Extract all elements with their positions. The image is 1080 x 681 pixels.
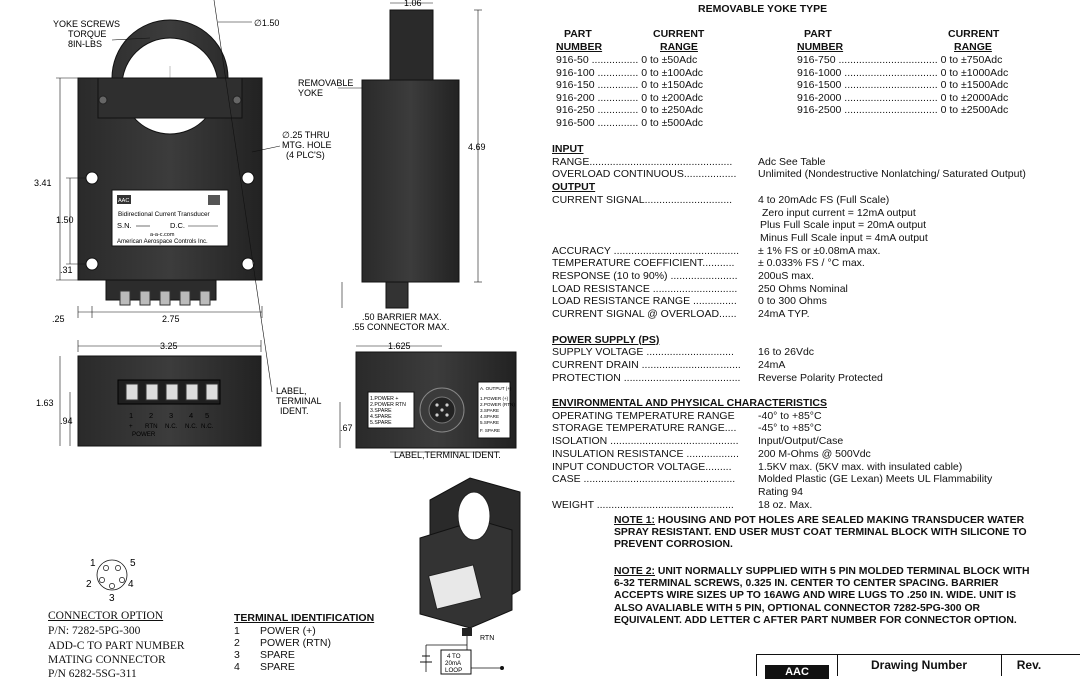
- svg-text:1: 1: [90, 558, 96, 569]
- spec-label: ISOLATION ............................................: [552, 435, 739, 448]
- spec-label: INPUT CONDUCTOR VOLTAGE.........: [552, 460, 732, 473]
- svg-text:+: +: [129, 423, 133, 430]
- spec-value: Input/Output/Case: [758, 435, 844, 448]
- list-item: 916-50 ................ 0 to ±50Adc: [556, 54, 698, 66]
- spec-label: INSULATION RESISTANCE ..................: [552, 447, 739, 460]
- col-part-1: PART: [564, 28, 592, 40]
- loop-label-1: 4 TO: [447, 653, 461, 660]
- input-header: INPUT: [552, 143, 584, 155]
- spec-label: CASE ....................................................: [552, 473, 736, 486]
- list-item: 916-1000 ................................ 0 to ±1000Adc: [797, 66, 1009, 79]
- svg-text:1.POWER +: 1.POWER +: [370, 396, 399, 402]
- output-header: OUTPUT: [552, 181, 596, 194]
- dim-94: .94: [60, 416, 73, 426]
- spec-label: TEMPERATURE COEFFICIENT...........: [552, 257, 735, 270]
- spec-value: 250 Ohms Nominal: [758, 282, 848, 295]
- spec-label: CURRENT SIGNAL..............................: [552, 193, 733, 206]
- svg-text:A. OUTPUT (+): A. OUTPUT (+): [480, 386, 512, 391]
- col-part-1-right: PART: [804, 28, 832, 40]
- table-row: 4: [234, 661, 240, 673]
- dim-325: 3.25: [160, 341, 178, 351]
- env-header: ENVIRONMENTAL AND PHYSICAL CHARACTERISTICS: [552, 397, 827, 409]
- note-2: NOTE 2: UNIT NORMALLY SUPPLIED WITH 5 PIN MOLDED TERMINAL BLOCK WITH 6-32 TERMINAL SCREWS, 0.325 IN. CENTER TO CENTER SPACING. BARRIER ACCEPTS WIRE SIZES UP TO 16AWG AND WIRE LUGS TO .250 IN. WIDE. UNIT IS ALSO AVALIABLE WITH 5 PIN, OPTIONAL CONNECTOR 7282-5PG-300 OR EQUIVALENT. ADD LETTER C AFTER PART NUMBER FOR CONNECTOR OPTION.: [614, 566, 1030, 626]
- spec-label: LOAD RESISTANCE RANGE ...............: [552, 295, 737, 308]
- col-current-2-right: RANGE: [954, 41, 992, 53]
- svg-text:5: 5: [130, 558, 136, 569]
- dim-1625: 1.625: [388, 341, 411, 351]
- spec-value: Reverse Polarity Protected: [758, 371, 883, 384]
- ps-header: POWER SUPPLY (PS): [552, 333, 660, 346]
- thru-hole-3: (4 PLC'S): [286, 150, 325, 160]
- label-product-title: Bidirectional Current Transducer: [118, 211, 210, 218]
- col-current-2: RANGE: [660, 41, 698, 53]
- svg-text:N.C.: N.C.: [185, 423, 198, 430]
- thru-hole-1: ∅.25 THRU: [282, 130, 330, 140]
- svg-text:4: 4: [128, 579, 134, 590]
- col-current-1: CURRENT: [653, 28, 705, 40]
- list-item: 916-250 .............. 0 to ±250Adc: [556, 104, 704, 117]
- pin-numbers: [86, 558, 136, 604]
- table-row-name: SPARE: [260, 649, 295, 661]
- mating-connector: MATING CONNECTOR: [48, 654, 166, 666]
- dim-25: .25: [52, 314, 65, 324]
- table-row: 1: [234, 625, 240, 637]
- svg-text:5: 5: [205, 411, 210, 420]
- list-item: 916-500 .............. 0 to ±500Adc: [556, 117, 704, 129]
- list-item: 916-100 .............. 0 to ±100Adc: [556, 66, 704, 79]
- col-part-2: NUMBER: [556, 41, 603, 53]
- loop-label-3: LOOP: [445, 667, 463, 674]
- spec-value: Unlimited (Nondestructive Nonlatching/ Saturated Output): [758, 168, 1026, 181]
- spec-label: OVERLOAD CONTINUOUS..................: [552, 168, 737, 181]
- spec-label: ACCURACY ...........................................: [552, 244, 740, 257]
- list-item: 916-750 .................................. 0 to ±750Adc: [797, 54, 1003, 66]
- svg-text:N.C.: N.C.: [201, 423, 214, 430]
- svg-text:3.SPARE: 3.SPARE: [480, 408, 500, 413]
- svg-text:3: 3: [169, 411, 174, 420]
- power-label: POWER: [132, 431, 156, 438]
- connector-option-title: CONNECTOR OPTION: [48, 610, 164, 622]
- spec-label: STORAGE TEMPERATURE RANGE....: [552, 422, 737, 435]
- spec-value: Molded Plastic (GE Lexan) Meets UL Flammability: [758, 473, 993, 486]
- spec-label: OPERATING TEMPERATURE RANGE: [552, 409, 735, 422]
- spec-value: Minus Full Scale input = 4mA output: [760, 231, 928, 244]
- side-view: [362, 10, 459, 308]
- label-callout-2: TERMINAL: [276, 396, 322, 406]
- svg-text:RTN: RTN: [145, 423, 158, 430]
- spec-label: WEIGHT ...............................................: [552, 498, 734, 511]
- specifications: [552, 143, 1052, 515]
- table-row-name: POWER (RTN): [260, 637, 331, 649]
- thru-hole-2: MTG. HOLE: [282, 140, 332, 150]
- svg-text:4.SPARE: 4.SPARE: [370, 414, 392, 420]
- front-view: [78, 20, 262, 305]
- rev-label: Rev.: [1016, 658, 1042, 672]
- svg-text:5.SPARE: 5.SPARE: [370, 420, 392, 426]
- svg-text:1: 1: [129, 411, 134, 420]
- svg-text:1.POWER (+): 1.POWER (+): [480, 396, 509, 401]
- col-part-2-right: NUMBER: [797, 41, 844, 53]
- spec-value: 24mA TYP.: [758, 308, 810, 321]
- section-title: REMOVABLE YOKE TYPE: [698, 3, 828, 15]
- list-item: 916-200 .............. 0 to ±200Adc: [556, 91, 704, 104]
- label-callout-1: LABEL,: [276, 386, 307, 396]
- table-row-name: SPARE: [260, 661, 295, 673]
- dim-150: 1.50: [56, 215, 74, 225]
- diameter-150: ∅1.50: [254, 18, 280, 28]
- spec-value: -40° to +85°C: [758, 409, 822, 422]
- bottom-view: [78, 356, 261, 446]
- list-item: 916-1500 ................................ 0 to ±1500Adc: [797, 79, 1009, 92]
- svg-text:2: 2: [86, 579, 92, 590]
- dim-469: 4.69: [468, 142, 486, 152]
- spec-value: 18 oz. Max.: [758, 498, 813, 511]
- svg-text:2: 2: [149, 411, 154, 420]
- list-item: 916-150 .............. 0 to ±150Adc: [556, 79, 704, 92]
- iso-render: [420, 478, 520, 674]
- mating-connector-pn: P/N 6282-5SG-311: [48, 668, 137, 680]
- dim-67: .67: [340, 423, 353, 433]
- spec-value: ± 0.033% FS / °C max.: [758, 257, 865, 270]
- torque-value: 8IN-LBS: [68, 39, 103, 49]
- spec-value: Plus Full Scale input = 20mA output: [760, 219, 927, 232]
- yoke-label: YOKE: [298, 88, 324, 98]
- drawing-number-label: Drawing Number: [870, 658, 967, 672]
- logo: AAC: [765, 665, 829, 679]
- spec-value: Zero input current = 12mA output: [762, 206, 916, 219]
- label-terminal-ident: LABEL,TERMINAL IDENT.: [394, 450, 501, 460]
- dim-163: 1.63: [36, 398, 54, 408]
- title-block: [756, 654, 1080, 676]
- svg-text:N.C.: N.C.: [165, 423, 178, 430]
- spec-label: CURRENT SIGNAL @ OVERLOAD......: [552, 308, 737, 321]
- spec-value: 0 to 300 Ohms: [758, 295, 827, 308]
- svg-text:F. SPARE: F. SPARE: [480, 428, 501, 433]
- spec-label: RANGE.................................................: [552, 155, 733, 168]
- spec-label: SUPPLY VOLTAGE ..............................: [552, 346, 734, 359]
- rtn-label: RTN: [480, 635, 495, 642]
- svg-text:4.SPARE: 4.SPARE: [480, 414, 500, 419]
- connector-option-add: ADD-C TO PART NUMBER: [48, 640, 185, 652]
- note-1: NOTE 1: HOUSING AND POT HOLES ARE SEALED MAKING TRANSDUCER WATER SPRAY RESISTANT. END USER MUST COAT TERMINAL BLOCK WITH SILICONE TO PREVENT CORROSION.: [614, 515, 1027, 551]
- list-item: 916-2000 ................................ 0 to ±2000Adc: [797, 91, 1009, 104]
- terminal-id-title: TERMINAL IDENTIFICATION: [234, 612, 375, 624]
- table-row-name: POWER (+): [260, 625, 316, 637]
- spec-value: Rating 94: [758, 485, 803, 498]
- dim-31: .31: [60, 265, 73, 275]
- spec-value: 200uS max.: [758, 270, 815, 282]
- col-current-1-right: CURRENT: [948, 28, 1000, 40]
- label-company: American Aerospace Controls Inc.: [117, 239, 208, 245]
- svg-text:3: 3: [109, 593, 115, 604]
- label-website: a-a-c.com: [150, 232, 175, 238]
- label-date-code: D.C.: [170, 221, 185, 230]
- spec-value: 24mA: [758, 358, 786, 371]
- pin-diagram: [97, 560, 127, 590]
- spec-label: PROTECTION ........................................: [552, 371, 741, 384]
- list-item: 916-2500 ................................ 0 to ±2500Adc: [797, 104, 1009, 117]
- spec-label: LOAD RESISTANCE .............................: [552, 282, 738, 295]
- spec-value: 200 M-Ohms @ 500Vdc: [758, 447, 871, 460]
- spec-value: 4 to 20mAdc FS (Full Scale): [758, 193, 890, 206]
- connector-max: .55 CONNECTOR MAX.: [352, 322, 450, 332]
- connector-option-pn: P/N: 7282-5PG-300: [48, 625, 141, 637]
- spec-value: 16 to 26Vdc: [758, 346, 815, 359]
- spec-label: RESPONSE (10 to 90%) .......................: [552, 270, 738, 282]
- svg-text:3.SPARE: 3.SPARE: [370, 408, 392, 414]
- label-callout-3: IDENT.: [280, 406, 309, 416]
- table-row: 2: [234, 637, 240, 649]
- svg-text:5.SPARE: 5.SPARE: [480, 420, 500, 425]
- svg-text:2.POWER RTN: 2.POWER RTN: [370, 402, 406, 408]
- spec-value: ± 1% FS or ±0.08mA max.: [758, 244, 881, 257]
- dim-275: 2.75: [162, 314, 180, 324]
- aac-badge: AAC: [118, 198, 130, 204]
- svg-text:4: 4: [189, 411, 194, 420]
- svg-text:2.POWER (RTN): 2.POWER (RTN): [480, 402, 515, 407]
- spec-value: Adc See Table: [758, 155, 826, 168]
- removable-label: REMOVABLE: [298, 78, 354, 88]
- table-row: 3: [234, 649, 240, 661]
- barrier-max: .50 BARRIER MAX.: [362, 312, 442, 322]
- spec-label: CURRENT DRAIN ..................................: [552, 358, 741, 371]
- dim-341: 3.41: [34, 178, 52, 188]
- yoke-screws-label: YOKE SCREWS: [53, 19, 121, 29]
- spec-value: 1.5KV max. (5KV max. with insulated cable): [758, 460, 963, 473]
- torque-label: TORQUE: [68, 29, 107, 39]
- label-serial: S.N.: [117, 221, 132, 230]
- dim-106: 1.06: [404, 0, 422, 8]
- spec-value: -45° to +85°C: [758, 422, 822, 435]
- loop-label-2: 20mA: [445, 660, 462, 667]
